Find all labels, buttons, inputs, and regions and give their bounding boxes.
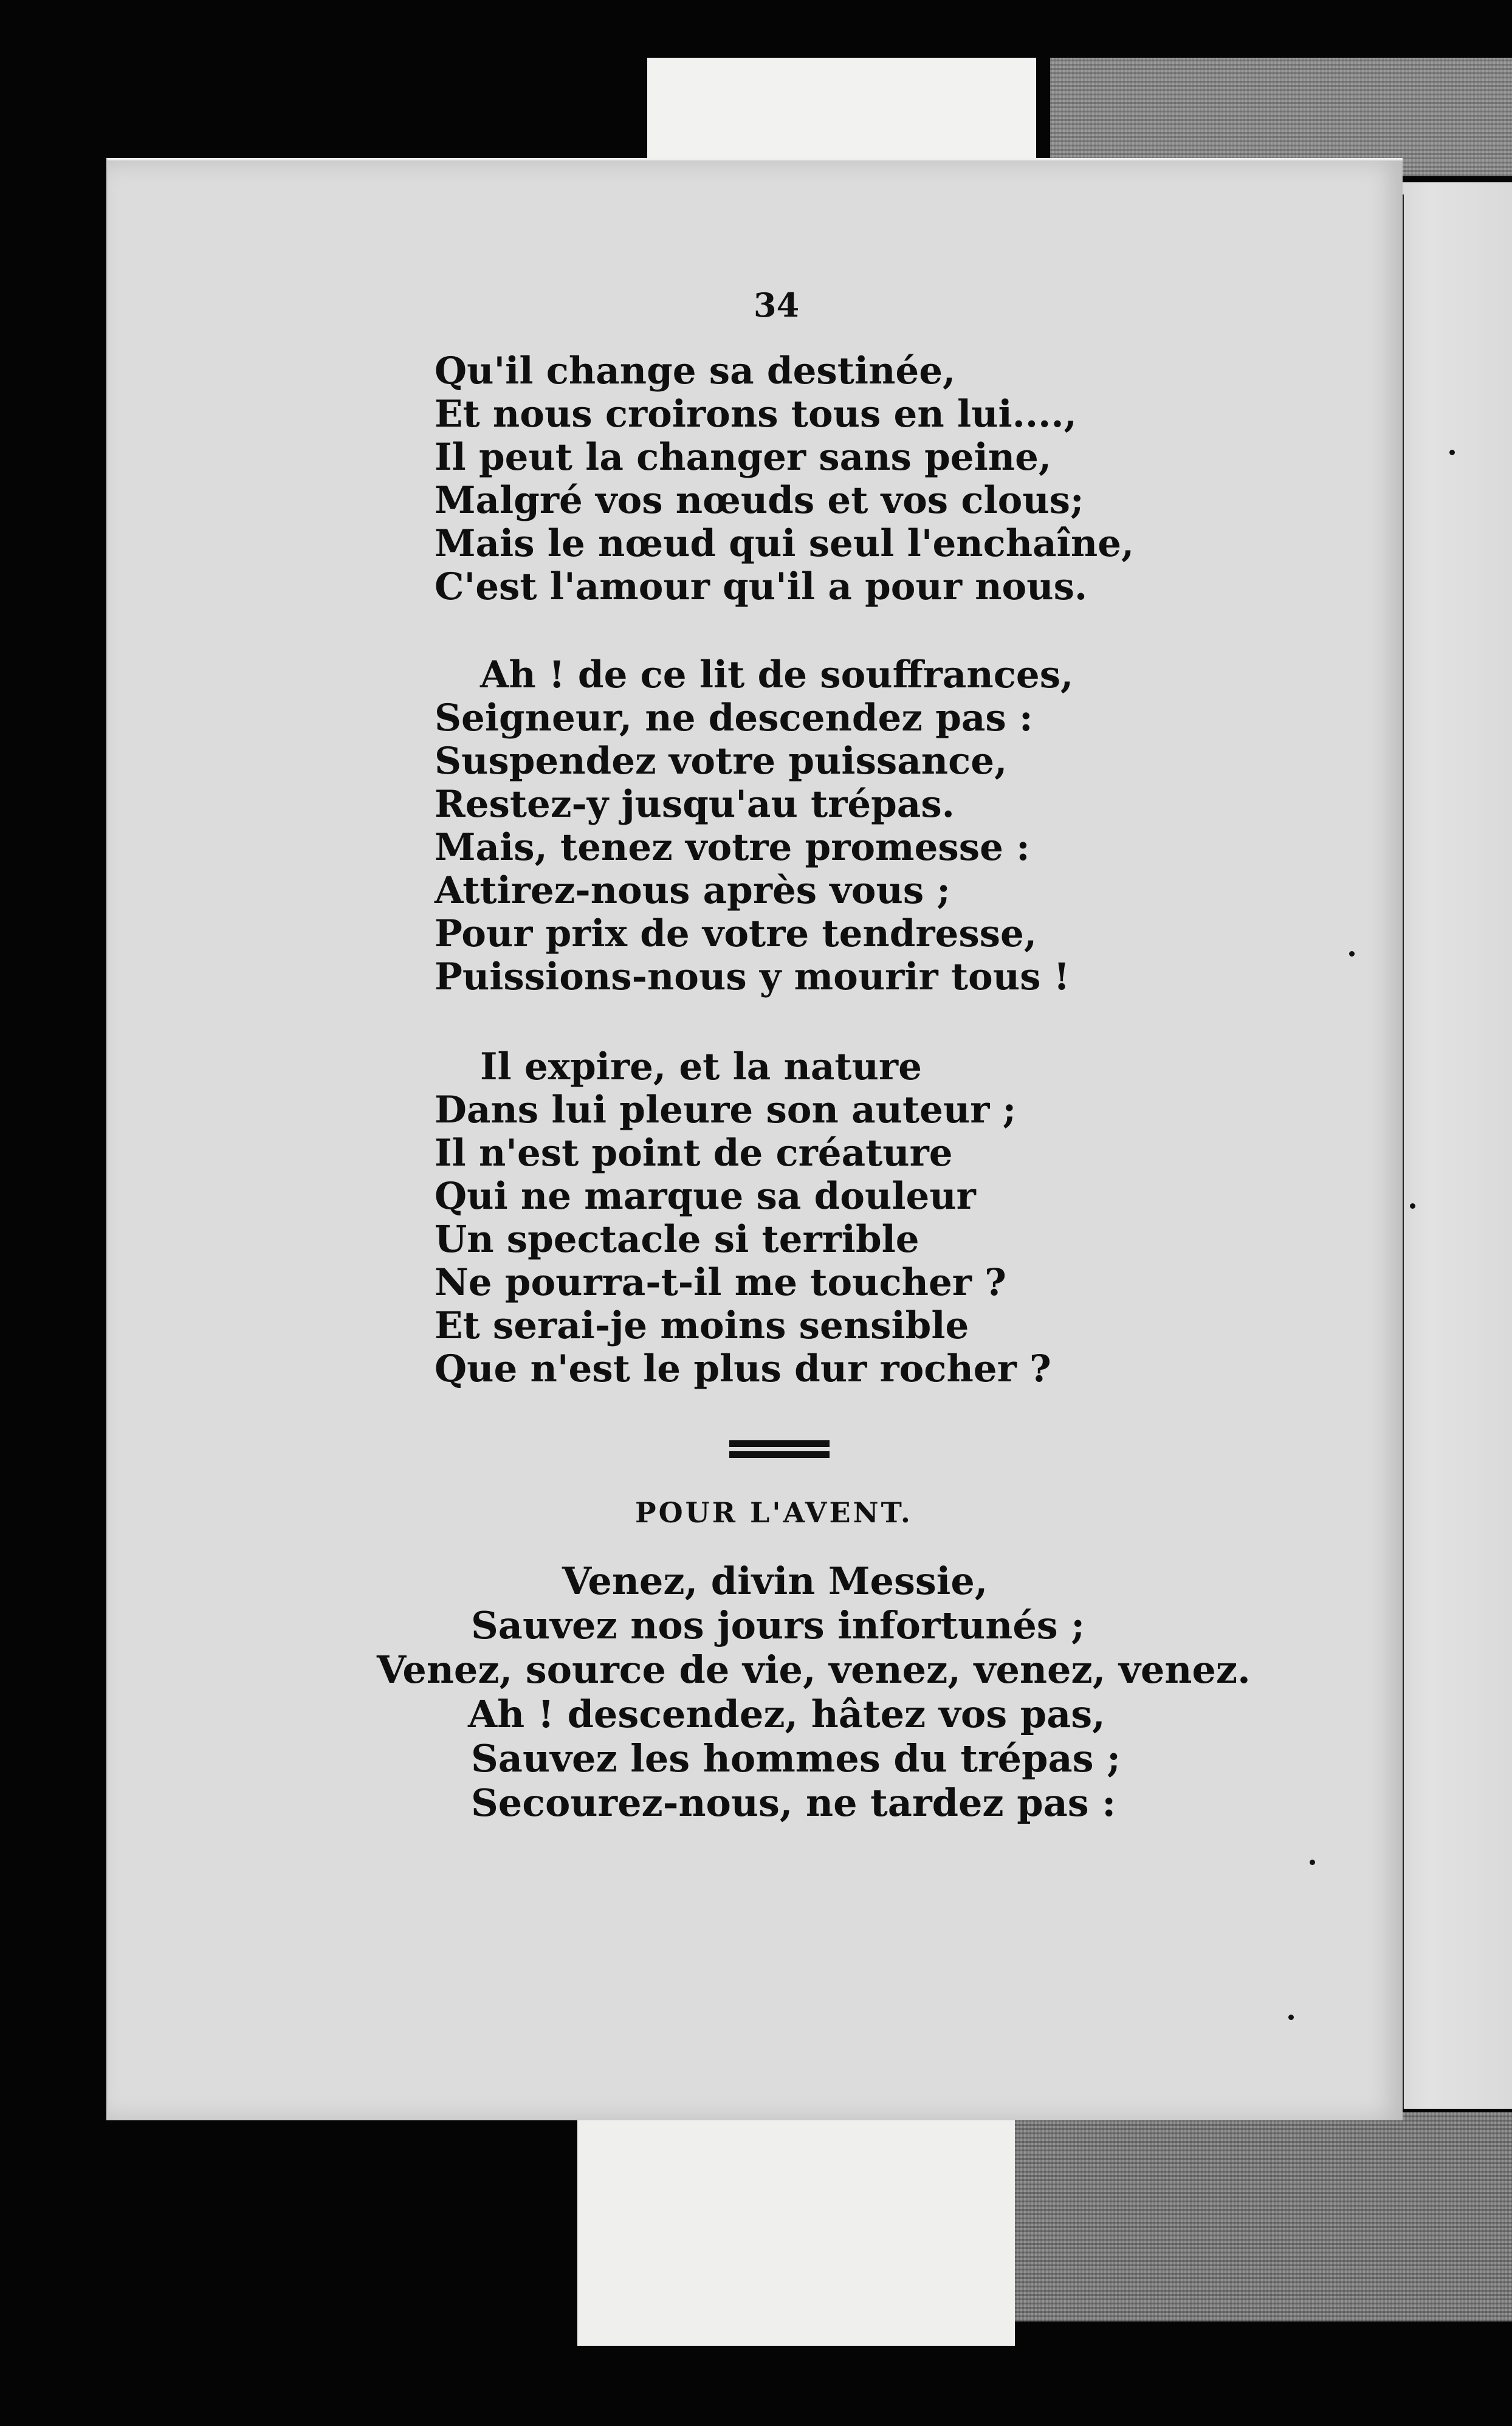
ink-speck [1410,1203,1415,1209]
verse-line: Et serai-je moins sensible [435,1304,969,1347]
ink-speck [1310,1860,1315,1865]
background-paper-bottom [577,2103,1015,2346]
stanza-3 [435,1045,1051,1390]
refrain-line: Venez, divin Messie, [562,1559,988,1603]
section-divider [729,1440,830,1462]
stanza-1 [435,349,1134,608]
verse-line: Pour prix de votre tendresse, [435,912,1037,955]
verse-line: Que n'est le plus dur rocher ? [435,1347,1051,1390]
verse-line: Et nous croirons tous en lui...., [435,393,1077,436]
verse-line: Il n'est point de créature [435,1132,953,1175]
ink-speck [1349,951,1355,957]
verse-line: Seigneur, ne descendez pas : [435,696,1033,740]
verse-line: C'est l'amour qu'il a pour nous. [435,565,1088,608]
refrain-line: Venez, source de vie, venez, venez, venez. [377,1648,1251,1692]
verse-line: Qui ne marque sa douleur [435,1175,976,1218]
refrain-line: Ah ! descendez, hâtez vos pas, [468,1692,1105,1736]
stanza-2 [435,653,1073,998]
verse-line: Dans lui pleure son auteur ; [435,1088,1017,1132]
verse-line: Attirez-nous après vous ; [435,869,950,912]
verse-line: Ne pourra-t-il me toucher ? [435,1261,1006,1304]
section-heading: POUR L'AVENT. [635,1496,913,1529]
verse-line: Un spectacle si terrible [435,1218,919,1261]
verse-line: Qu'il change sa destinée, [435,349,956,393]
verse-line: Restez-y jusqu'au trépas. [435,783,955,826]
refrain-line: Sauvez nos jours infortunés ; [471,1603,1085,1648]
refrain-line: Secourez-nous, ne tardez pas : [471,1781,1116,1825]
ink-speck [1449,450,1455,455]
verse-line: Il expire, et la nature [480,1045,922,1088]
verse-line: Il peut la changer sans peine, [435,436,1052,479]
background-cloth-texture-bottom [1015,2112,1512,2321]
verse-line: Suspendez votre puissance, [435,740,1008,783]
refrain [377,1559,1251,1825]
background-paper-top [647,58,1036,173]
refrain-line: Sauvez les hommes du trépas ; [471,1736,1121,1781]
verse-line: Ah ! de ce lit de souffrances, [480,653,1074,696]
verse-line: Malgré vos nœuds et vos clous; [435,479,1084,522]
verse-line: Puissions-nous y mourir tous ! [435,955,1070,998]
page-number: 34 [754,286,800,325]
verse-line: Mais, tenez votre promesse : [435,826,1030,869]
verse-line: Mais le nœud qui seul l'enchaîne, [435,522,1135,565]
ink-speck [1288,2015,1294,2020]
